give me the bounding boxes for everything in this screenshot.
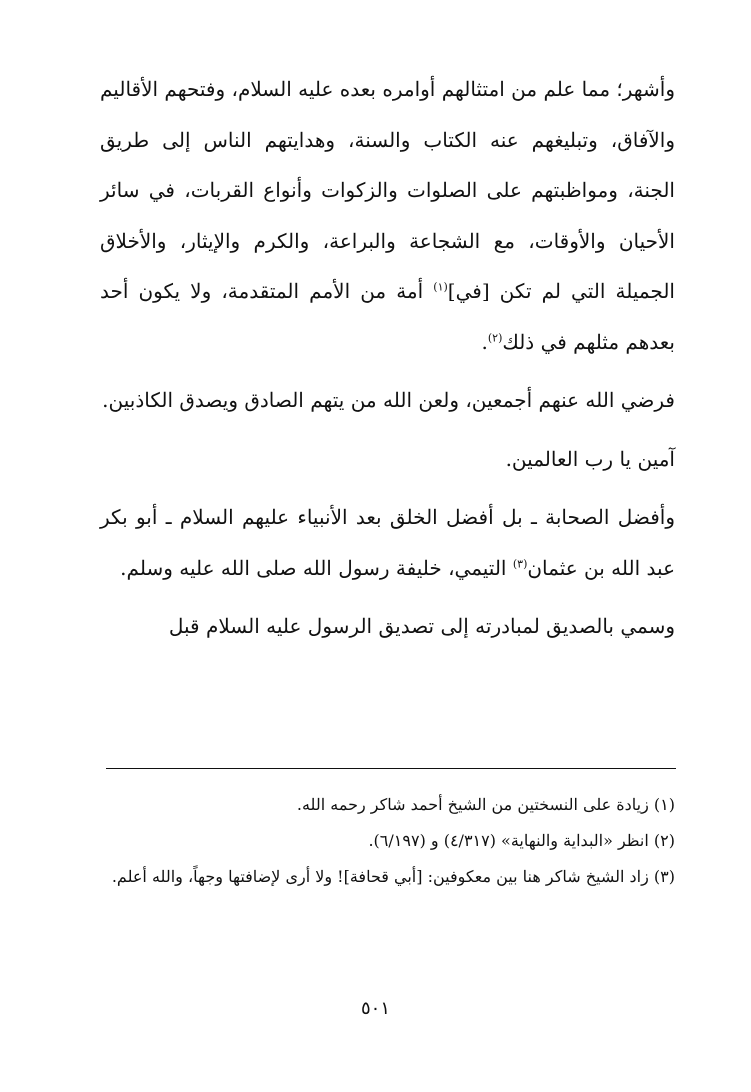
paragraph-4 [100,492,675,593]
paragraph-2: فرضي الله عنهم أجمعين، ولعن الله من يتهم الصادق ويصدق الكاذبين. [102,388,675,412]
paragraph-1-part-b: أمة من الأمم المتقدمة، ولا يكون أحد بعدهم مثلهم في ذلك [100,279,675,354]
paragraph-1 [100,64,675,367]
footnote-1: (١) زيادة على النسختين من الشيخ أحمد شاكر رحمه الله. [296,795,675,814]
paragraph-1-part-c: . [481,329,488,354]
paragraph-4-part-b: التيمي، خليفة رسول الله صلى الله عليه وسلم. [120,555,513,580]
paragraph-3: آمين يا رب العالمين. [505,446,675,471]
paragraph-4-part-a: وأفضل الصحابة ـ بل أفضل الخلق بعد الأنبياء عليهم السلام ـ أبو بكر عبد الله بن عثمان [100,505,675,580]
footnote-marker-1: (١) [433,280,448,294]
paragraph-5: وسمي بالصديق لمبادرته إلى تصديق الرسول عليه السلام قبل [168,614,675,638]
page-number: ٥٠١ [360,998,390,1019]
footnotes [100,787,675,895]
footnote-2: (٢) انظر «البداية والنهاية» (٤/٣١٧) و (٦/١٩٧). [368,831,675,850]
paragraph-1-part-a: وأشهر؛ مما علم من امتثالهم أوامره بعده عليه السلام، وفتحهم الأقاليم والآفاق، وتبليغهم عنه الكتاب والسنة، وهدايتهم الناس إلى طريق الجنة، ومواظبتهم على الصلوات والزكوات وأنواع القربات، في سائر الأحيان والأوقات، مع الشجاعة والبراعة، والكرم والإيثار، والأخلاق الجميلة التي لم تكن [في] [100,77,675,303]
footnote-divider [106,768,676,769]
main-text [100,64,675,652]
footnote-3: (٣) زاد الشيخ شاكر هنا بين معكوفين: [أبي قحافة]! ولا أرى لإضافتها وجهاً، والله أعلم. [111,867,675,886]
footnote-marker-2: (٢) [487,330,503,344]
footnote-marker-3: (٣) [512,556,528,570]
